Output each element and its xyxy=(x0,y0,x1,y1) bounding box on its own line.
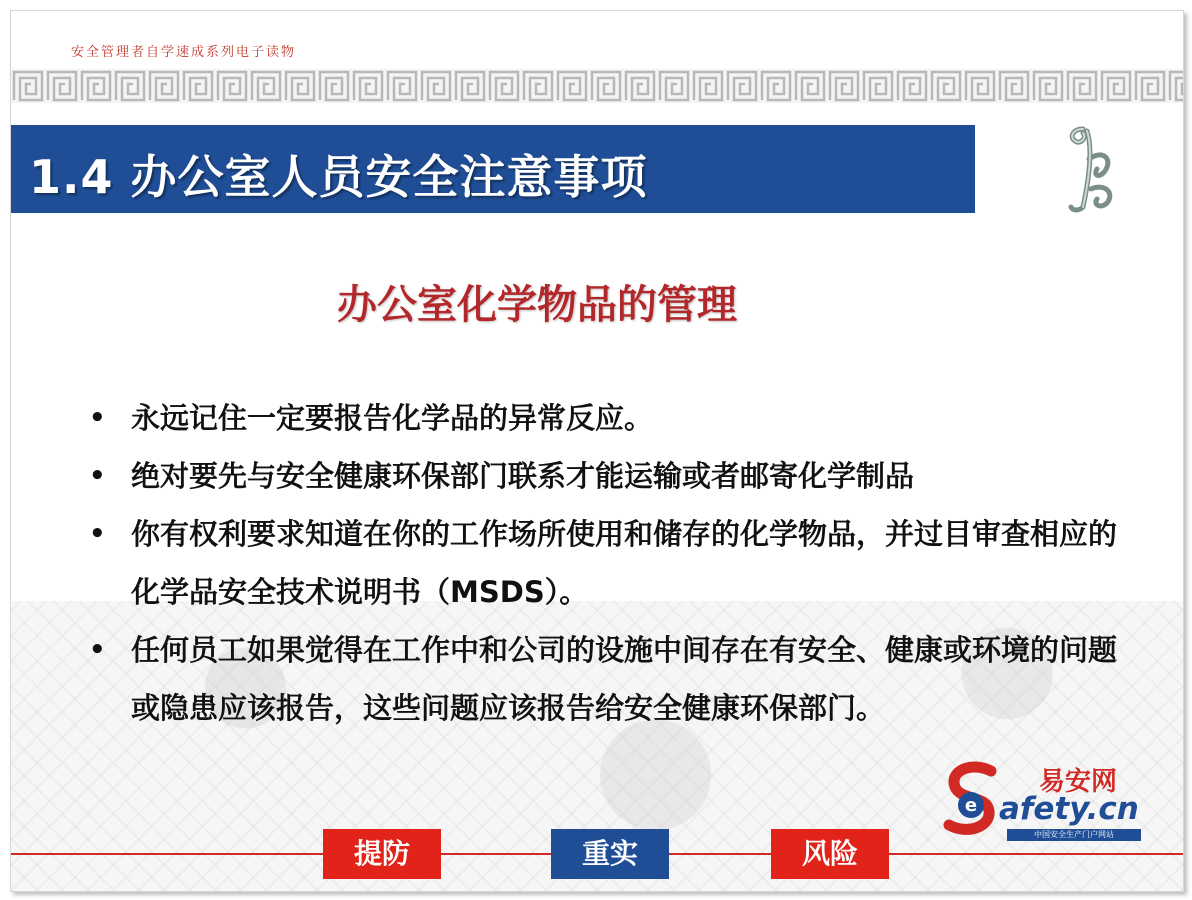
bullet-marker: • xyxy=(89,461,106,491)
bullet-text: 你有权利要求知道在你的工作场所使用和储存的化学物品，并过目审查相应的化学品安全技术说明书（MSDS）。 xyxy=(131,517,1118,609)
bullet-item xyxy=(81,447,1121,505)
bullet-item xyxy=(81,505,1121,621)
greek-key-border xyxy=(11,69,1183,103)
footer-label-emphasize: 重实 xyxy=(551,829,669,879)
svg-text:e: e xyxy=(964,795,978,816)
bullet-item xyxy=(81,389,1121,447)
bullet-marker: • xyxy=(89,519,106,549)
safety-cn-logo xyxy=(941,761,1151,843)
series-title: 安全管理者自学速成系列电子读物 xyxy=(71,45,297,60)
title-bar xyxy=(11,125,975,213)
footer-label-beware: 提防 xyxy=(323,829,441,879)
ornamental-letter-icon xyxy=(1053,119,1123,219)
bullet-list xyxy=(81,389,1121,737)
bullet-text: 任何员工如果觉得在工作中和公司的设施中间存在有安全、健康或环境的问题或隐患应该报告，这些问题应该报告给安全健康环保部门。 xyxy=(131,633,1118,725)
bullet-item xyxy=(81,621,1121,737)
bullet-text: 绝对要先与安全健康环保部门联系才能运输或者邮寄化学制品 xyxy=(131,459,915,493)
safety-s-logo-icon xyxy=(941,761,1003,841)
logo-tagline: 中国安全生产门户网站 xyxy=(1007,829,1141,841)
section-subtitle: 办公室化学物品的管理 xyxy=(337,282,737,328)
logo-name-cn: 易安网 xyxy=(1039,767,1118,797)
footer-label-risk: 风险 xyxy=(771,829,889,879)
page-title: 1.4 办公室人员安全注意事项 xyxy=(29,150,648,204)
bullet-marker: • xyxy=(89,635,106,665)
logo-name-en: afety.cn xyxy=(999,791,1139,827)
bullet-marker: • xyxy=(89,403,106,433)
bullet-text: 永远记住一定要报告化学品的异常反应。 xyxy=(131,401,654,435)
slide xyxy=(10,10,1184,892)
